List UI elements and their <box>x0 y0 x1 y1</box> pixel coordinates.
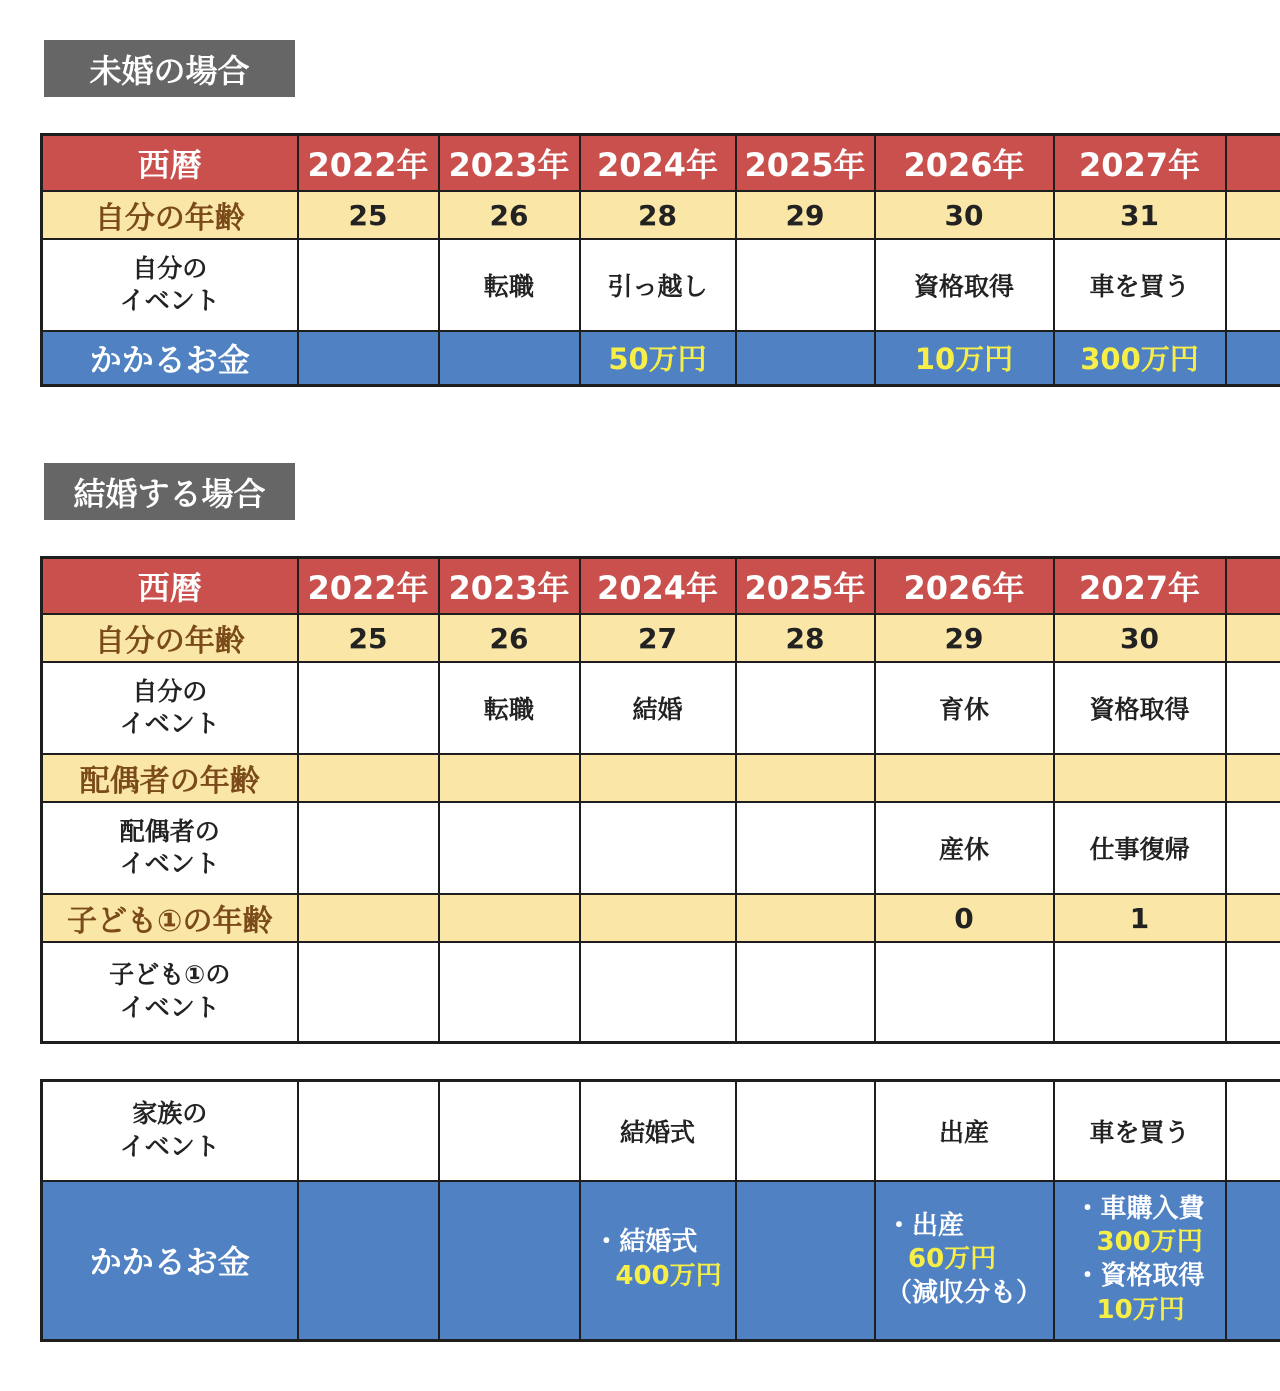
event-cell <box>298 239 439 331</box>
year-cell: 2026年 <box>875 135 1054 192</box>
event-cell: 産休 <box>875 802 1054 894</box>
married-plan-table <box>40 556 1280 1044</box>
child-age-row <box>42 894 1280 942</box>
cost-cell <box>736 331 875 385</box>
single-plan-table <box>40 133 1280 387</box>
cost-cell <box>439 1181 580 1341</box>
year-cell: 2022年 <box>298 135 439 192</box>
year-cell: 2024年 <box>580 558 736 615</box>
age-cell <box>298 894 439 942</box>
event-cell <box>1226 942 1280 1042</box>
age-cell: 26 <box>439 191 580 239</box>
age-cell: 0 <box>875 894 1054 942</box>
year-cell: 2024年 <box>580 135 736 192</box>
event-cell <box>1226 239 1280 331</box>
self-age-label: 自分の年齢 <box>42 191 298 239</box>
cost-cell: 50万円 <box>580 331 736 385</box>
age-cell: 28 <box>736 614 875 662</box>
child-event-label-line2: イベント <box>119 992 220 1022</box>
year-cell: 2027年 <box>1054 135 1226 192</box>
age-cell <box>1054 754 1226 802</box>
event-cell <box>439 1081 580 1181</box>
event-cell <box>875 942 1054 1042</box>
event-cell <box>736 942 875 1042</box>
cost-cell <box>736 1181 875 1341</box>
cost-cell <box>1226 331 1280 385</box>
year-cell: 2025年 <box>736 135 875 192</box>
age-cell: 29 <box>875 614 1054 662</box>
event-cell <box>298 1081 439 1181</box>
age-cell <box>1226 754 1280 802</box>
spouse-event-label-line1: 配偶者の <box>119 816 220 846</box>
event-cell: 引っ越し <box>580 239 736 331</box>
family-event-row <box>42 1081 1280 1181</box>
year-cell <box>1226 135 1280 192</box>
cost-row <box>42 331 1280 385</box>
age-cell <box>1226 894 1280 942</box>
self-event-label-line1: 自分の <box>132 253 208 283</box>
year-header-label: 西暦 <box>42 558 298 615</box>
event-cell <box>736 239 875 331</box>
event-cell <box>580 802 736 894</box>
cost-cell <box>298 331 439 385</box>
cost-breakdown <box>886 1210 1042 1311</box>
event-cell <box>580 942 736 1042</box>
event-cell <box>439 802 580 894</box>
cost-cell: 300万円 <box>1054 331 1226 385</box>
event-cell: 資格取得 <box>1054 662 1226 754</box>
cost-breakdown <box>1074 1193 1204 1328</box>
self-event-label <box>42 662 298 754</box>
age-cell: 28 <box>580 191 736 239</box>
age-cell: 30 <box>1054 614 1226 662</box>
section-title-single: 未婚の場合 <box>44 40 295 97</box>
event-cell: 育休 <box>875 662 1054 754</box>
cost-label: かかるお金 <box>42 331 298 385</box>
event-cell <box>1054 942 1226 1042</box>
event-cell: 転職 <box>439 239 580 331</box>
event-cell: 結婚 <box>580 662 736 754</box>
age-cell <box>736 894 875 942</box>
spouse-event-label-line2: イベント <box>119 849 220 878</box>
cost-value: 10万円 <box>1096 1295 1185 1326</box>
cost-cell-2024 <box>580 1181 736 1341</box>
section-title-married: 結婚する場合 <box>44 463 295 520</box>
year-header-label: 西暦 <box>42 135 298 192</box>
age-cell <box>736 754 875 802</box>
cost-cell-2027 <box>1054 1181 1226 1341</box>
spouse-age-row <box>42 754 1280 802</box>
age-cell <box>439 894 580 942</box>
event-cell <box>298 802 439 894</box>
year-row <box>42 558 1280 615</box>
cost-value: 400万円 <box>615 1261 722 1292</box>
age-cell: 29 <box>736 191 875 239</box>
self-event-label-line2: イベント <box>119 709 220 738</box>
event-cell <box>736 662 875 754</box>
age-cell <box>298 754 439 802</box>
year-cell: 2027年 <box>1054 558 1226 615</box>
spouse-event-label <box>42 802 298 894</box>
family-cost-row <box>42 1181 1280 1341</box>
event-cell <box>298 662 439 754</box>
cost-value: 60万円 <box>907 1244 997 1275</box>
child-event-row <box>42 942 1280 1042</box>
age-cell <box>439 754 580 802</box>
event-cell: 車を買う <box>1054 239 1226 331</box>
cost-cell <box>439 331 580 385</box>
cost-cell <box>298 1181 439 1341</box>
self-age-label: 自分の年齢 <box>42 614 298 662</box>
event-cell <box>736 1081 875 1181</box>
cost-cell <box>1226 1181 1280 1341</box>
year-cell: 2025年 <box>736 558 875 615</box>
age-cell <box>580 894 736 942</box>
event-cell: 転職 <box>439 662 580 754</box>
year-cell: 2022年 <box>298 558 439 615</box>
age-cell: 25 <box>298 191 439 239</box>
family-event-label-line1: 家族の <box>132 1099 208 1129</box>
cost-note: （減収分も） <box>885 1278 1042 1309</box>
age-cell <box>580 754 736 802</box>
event-cell: 出産 <box>875 1081 1054 1181</box>
event-cell: 仕事復帰 <box>1054 802 1226 894</box>
age-cell: 31 <box>1054 191 1226 239</box>
event-cell: 資格取得 <box>875 239 1054 331</box>
year-cell: 2026年 <box>875 558 1054 615</box>
child-event-label <box>42 942 298 1042</box>
cost-item: ・車購入費 <box>1074 1193 1205 1224</box>
event-cell <box>1226 802 1280 894</box>
self-age-row <box>42 191 1280 239</box>
self-event-label-line1: 自分の <box>132 676 208 706</box>
year-cell: 2023年 <box>439 558 580 615</box>
event-cell <box>1226 662 1280 754</box>
child-event-label-line1: 子ども①の <box>109 960 231 990</box>
cost-item: ・資格取得 <box>1074 1261 1205 1292</box>
self-event-label-line2: イベント <box>119 286 220 315</box>
year-cell <box>1226 558 1280 615</box>
cost-item: ・出産 <box>885 1210 964 1241</box>
cost-item: ・結婚式 <box>593 1227 698 1258</box>
age-cell: 26 <box>439 614 580 662</box>
self-event-row <box>42 239 1280 331</box>
family-plan-table <box>40 1079 1280 1342</box>
self-event-row <box>42 662 1280 754</box>
child-age-label: 子ども①の年齢 <box>42 894 298 942</box>
year-row <box>42 135 1280 192</box>
event-cell <box>298 942 439 1042</box>
family-event-label <box>42 1081 298 1181</box>
year-cell: 2023年 <box>439 135 580 192</box>
age-cell: 27 <box>580 614 736 662</box>
cost-cell: 10万円 <box>875 331 1054 385</box>
age-cell <box>875 754 1054 802</box>
spouse-event-row <box>42 802 1280 894</box>
family-cost-label: かかるお金 <box>42 1181 298 1341</box>
age-cell: 25 <box>298 614 439 662</box>
event-cell <box>736 802 875 894</box>
event-cell: 車を買う <box>1054 1081 1226 1181</box>
age-cell: 30 <box>875 191 1054 239</box>
cost-breakdown <box>593 1226 721 1294</box>
self-age-row <box>42 614 1280 662</box>
spouse-age-label: 配偶者の年齢 <box>42 754 298 802</box>
age-cell <box>1226 614 1280 662</box>
age-cell: 1 <box>1054 894 1226 942</box>
event-cell <box>1226 1081 1280 1181</box>
event-cell: 結婚式 <box>580 1081 736 1181</box>
cost-cell-2026 <box>875 1181 1054 1341</box>
cost-value: 300万円 <box>1096 1227 1203 1258</box>
self-event-label <box>42 239 298 331</box>
family-event-label-line2: イベント <box>119 1131 220 1161</box>
event-cell <box>439 942 580 1042</box>
age-cell <box>1226 191 1280 239</box>
